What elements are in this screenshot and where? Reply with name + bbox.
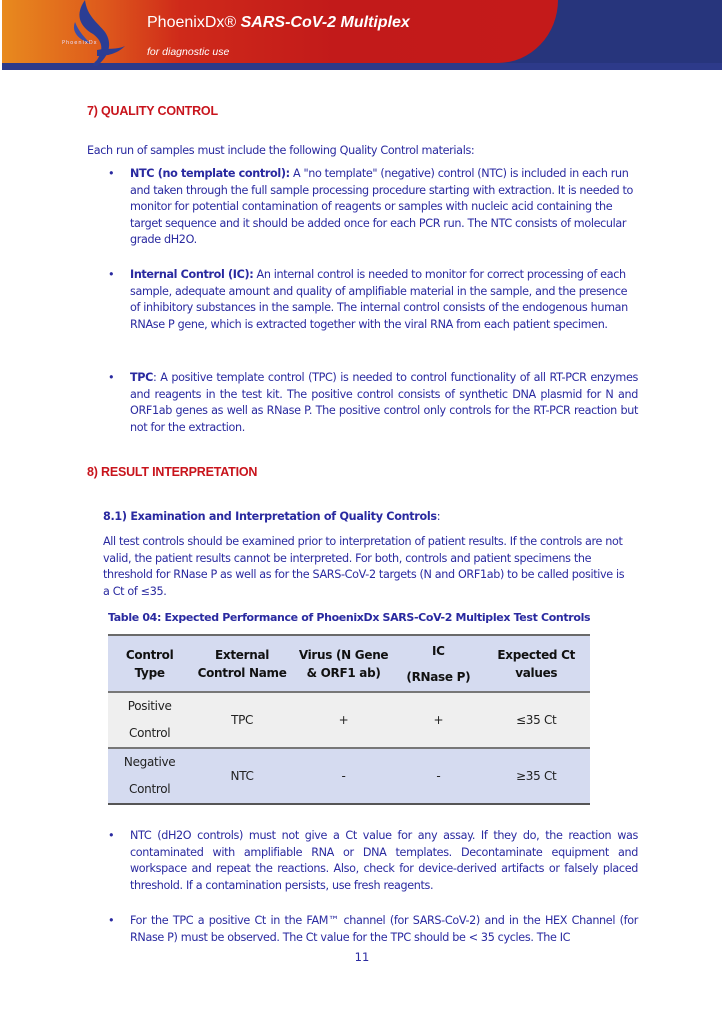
subsection-colon: : [436, 510, 441, 523]
cell-control-type-line2: Control [129, 726, 171, 740]
document-title [147, 14, 410, 32]
bullet-dot: • [108, 829, 115, 842]
bullet-term: TPC [130, 371, 153, 384]
bullet-text: NTC (dH2O controls) must not give a Ct value for any assay. If they do, the reaction was contaminated with amplifiable RNA or DNA templates. Decontaminate equipment and workspace and repeat the reactions. Also, check for device-derived artifacts or falsely placed threshold. If a contamination persists, use fresh reagents. [130, 829, 638, 892]
section-heading-result-interpretation: 8) RESULT INTERPRETATION [87, 465, 258, 479]
col-external-control-name: External Control Name [191, 635, 293, 692]
cell-control-type [108, 692, 191, 748]
cell-control-type [108, 748, 191, 804]
brand-name: PhoenixDx® [147, 14, 237, 31]
bullet-term: NTC (no template control): [130, 167, 290, 180]
bullet-internal-control [108, 267, 638, 333]
cell-virus: + [293, 692, 394, 748]
cell-control-type-line1: Positive [127, 699, 172, 713]
bullet-text: : A positive template control (TPC) is needed to control functionality of all RT-PCR enzymes and reagents in the test kit. The positive control consists of synthetic DNA plasmid for N and ORF1ab genes as well as RNase P. The positive control only controls for the RT-PCR reaction but not for the extraction. [130, 371, 638, 434]
table-header-row [108, 635, 590, 692]
cell-ic: - [394, 748, 482, 804]
cell-virus: - [293, 748, 394, 804]
col-ic-line2: (RNase P) [406, 669, 471, 684]
bullet-ntc-interpretation [108, 828, 638, 894]
phoenix-logo-icon [57, 0, 127, 66]
document-subtitle: for diagnostic use [147, 46, 230, 58]
cell-name: NTC [191, 748, 293, 804]
page-number: 11 [354, 950, 370, 964]
bullet-dot: • [108, 167, 115, 180]
col-ic [394, 635, 482, 692]
bullet-term: Internal Control (IC): [130, 268, 254, 281]
bullet-text: For the TPC a positive Ct in the FAM™ channel (for SARS-CoV-2) and in the HEX Channel (for RNase P) must be observed. The Ct value for the TPC should be < 35 cycles. The IC [130, 914, 638, 944]
cell-name: TPC [191, 692, 293, 748]
table-row [108, 692, 590, 748]
cell-expected: ≤35 Ct [482, 692, 590, 748]
subsection-heading [103, 510, 440, 523]
section-heading-quality-control: 7) QUALITY CONTROL [87, 104, 218, 118]
col-control-type: Control Type [108, 635, 191, 692]
cell-control-type-line1: Negative [123, 755, 176, 769]
bullet-dot: • [108, 268, 115, 281]
bullet-text: A "no template" (negative) control (NTC) is included in each run and taken through the full sample processing procedure starting with extraction. It is needed to monitor for potential contamination of reagents or samples with nucleic acid containing the target sequence and it should be added once for each PCR run. The NTC consists of molecular grade dH2O. [130, 167, 633, 247]
bullet-ntc [108, 166, 638, 249]
table-row [108, 748, 590, 804]
bullet-dot: • [108, 371, 115, 384]
table-caption: Table 04: Expected Performance of PhoenixDx SARS-CoV-2 Multiplex Test Controls [108, 611, 591, 624]
cell-ic: + [394, 692, 482, 748]
controls-table [108, 634, 590, 805]
col-expected-ct: Expected Ct values [482, 635, 590, 692]
cell-control-type-line2: Control [129, 782, 171, 796]
header-banner [2, 0, 722, 70]
bullet-tpc [108, 370, 638, 436]
cell-expected: ≥35 Ct [482, 748, 590, 804]
col-virus: Virus (N Gene & ORF1 ab) [293, 635, 394, 692]
section7-intro: Each run of samples must include the following Quality Control materials: [87, 144, 475, 157]
section8-paragraph: All test controls should be examined prior to interpretation of patient results. If the controls are not valid, the patient results cannot be interpreted. For both, controls and patient specimens the threshold for RNase P as well as for the SARS-CoV-2 targets (N and ORF1ab) to be called positive is a Ct of ≤35. [103, 535, 625, 598]
bullet-dot: • [108, 914, 115, 927]
logo-text: PhoenixDx [62, 40, 98, 46]
product-name: SARS-CoV-2 Multiplex [240, 14, 410, 31]
bullet-tpc-interpretation [108, 913, 638, 946]
col-ic-line1: IC [432, 643, 445, 658]
subsection-title: 8.1) Examination and Interpretation of Quality Controls [103, 510, 437, 523]
bullet-text: An internal control is needed to monitor for correct processing of each sample, adequate amount and quality of amplifiable material in the sample, and the presence of inhibitory substances in the sample. The internal control consists of the endogenous human RNAse P gene, which is extracted together with the viral RNA from each patient specimen. [130, 268, 628, 331]
